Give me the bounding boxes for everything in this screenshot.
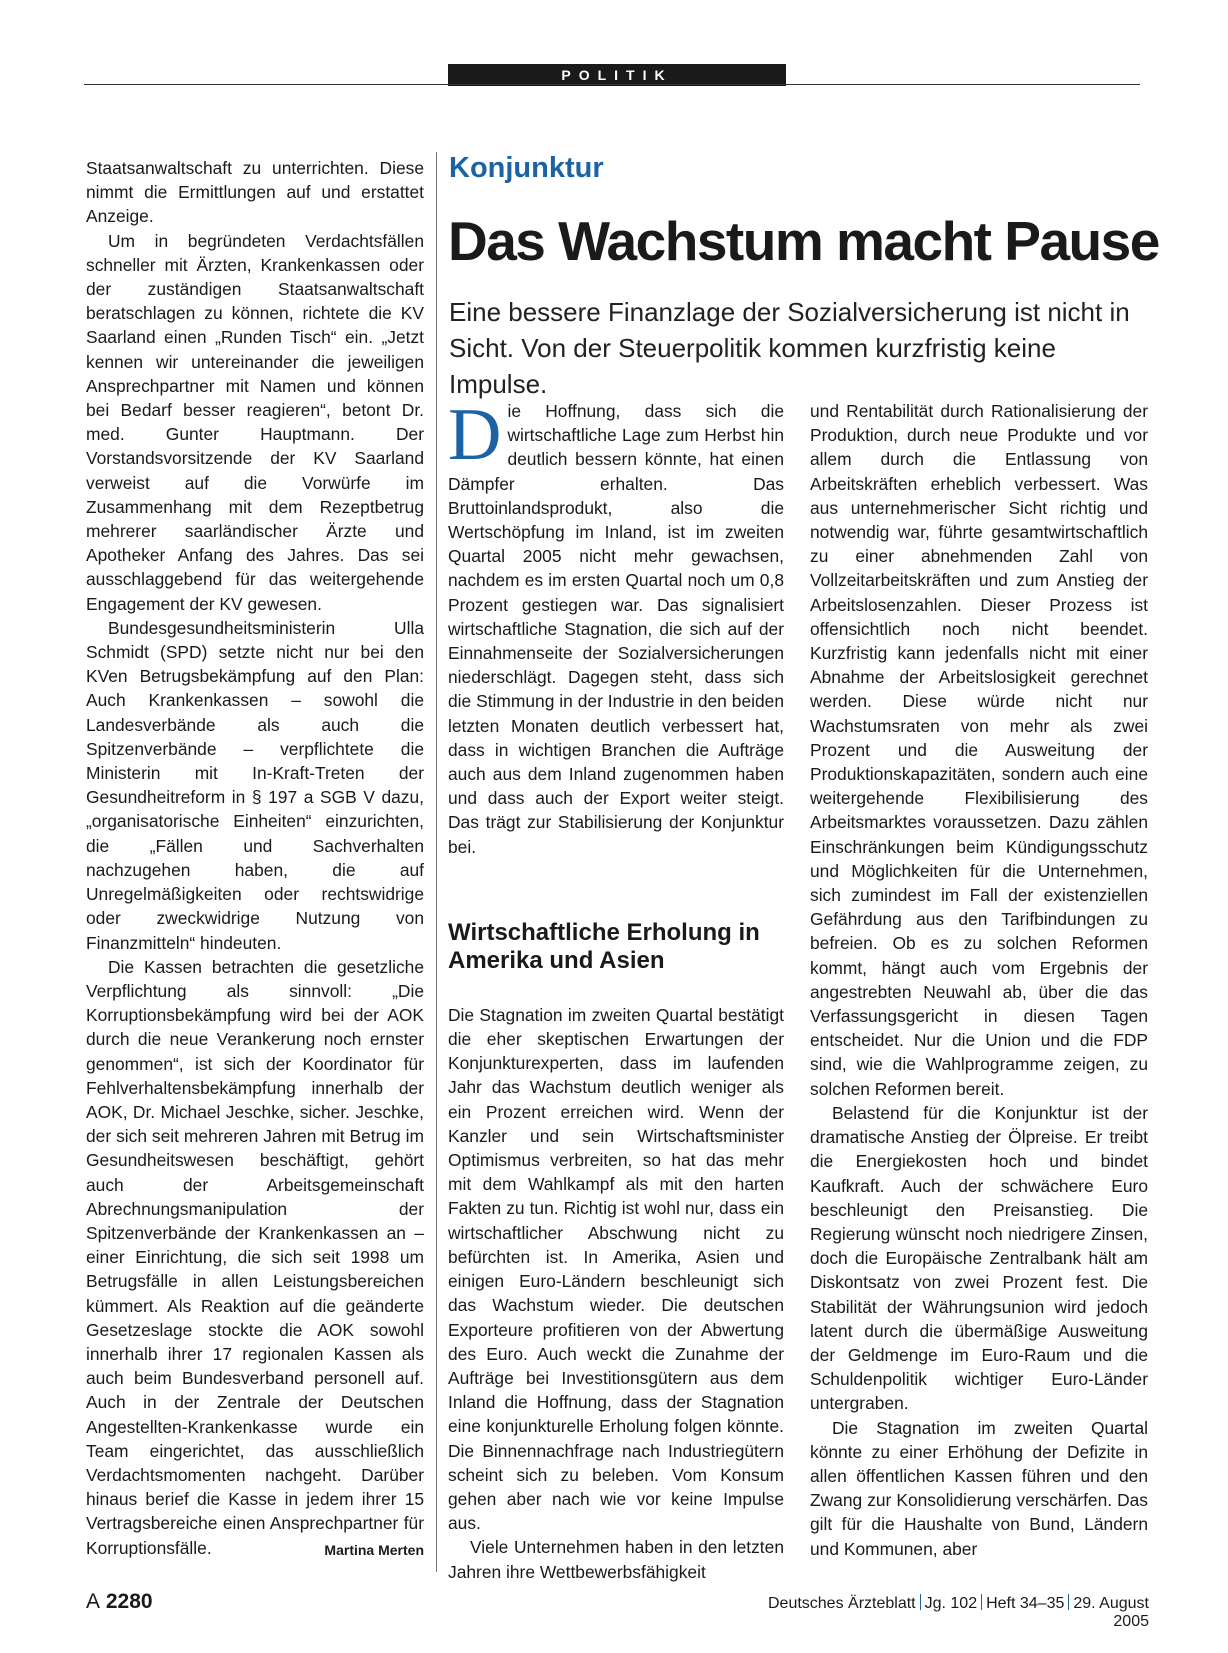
article-kicker: Konjunktur <box>449 152 604 184</box>
footer-separator <box>1068 1594 1069 1610</box>
journal-name: Deutsches Ärzteblatt <box>767 1595 916 1612</box>
journal-date: 29. August 2005 <box>1073 1595 1149 1630</box>
journal-footer <box>735 1594 1149 1631</box>
journal-volume: Jg. 102 <box>924 1595 978 1612</box>
article-subhead: Wirtschaftliche Erholung in Amerika und Asien <box>448 918 760 974</box>
page-number <box>86 1590 153 1614</box>
article-deck: Eine bessere Finanzlage der Sozialversicherung ist nicht in Sicht. Von der Steuerpolitik kommen kurzfristig keine Impulse. <box>449 297 1130 399</box>
left-paragraph: Bundesgesundheitsministerin Ulla Schmidt (SPD) setzte nicht nur bei den KVen Betrugsbekämpfung auf den Plan: Auch Krankenkassen – sowohl die Landesverbände als auch die Spitzenverbände – verpflichtete die Ministerin mit In-Kraft-Treten der Gesundheitreform in § 197 a SGB V dazu, „organisatorische Einheiten“ einzurichten, die „Fällen und Sachverhalten nachzugehen haben, die auf Unregelmäßigkeiten oder rechtswidrige oder zweckwidrige Nutzung von Finanzmitteln“ hindeuten. <box>86 617 424 953</box>
article-headline: Das Wachstum macht Pause <box>448 210 1159 272</box>
left-paragraph: Die Kassen betrachten die gesetzliche Verpflichtung als sinnvoll: „Die Korruptionsbekämpfung wird bei der AOK durch die neue Verankerung noch ernster genommen“, ist sich der Koordinator für Fehlverhaltensbekämpfung innerhalb der AOK, Dr. Michael Jeschke, sicher. Jeschke, der sich seit mehreren Jahren mit Betrug im Gesundheitswesen beschäftigt, gehört auch der Arbeitsgemeinschaft Abrechnungsmanipulation der Spitzenverbände der Krankenkassen an – einer Einrichtung, die sich seit 1998 um Betrugsfälle in allen Leistungsbereichen kümmert. Als Reaktion auf die geänderte Gesetzeslage stockte die AOK sowohl innerhalb ihrer 17 regionalen Kassen als auch beim Bundesverband personell auf. Auch in der Zentrale der Deutschen Angestellten-Krankenkasse wurde ein Team eingerichtet, das ausschließlich Verdachtsmomenten nachgeht. Darüber hinaus berief die Kasse in jedem ihrer 15 Vertragsbereiche einen Ansprechpartner für Korruptionsfälle. <box>86 956 424 1558</box>
body-paragraph: und Rentabilität durch Rationalisierung der Produktion, durch neue Produkte und vor allem durch die Entlassung von Arbeitskräften erheblich verbessert. Was aus unternehmerischer Sicht richtig und notwendig war, führte gesamtwirtschaftlich zu einer abnehmenden Zahl von Vollzeitarbeitskräften und zum Anstieg der Arbeitslosenzahlen. Dieser Prozess ist offensichtlich noch nicht beendet. Kurzfristig kann jedenfalls nicht mit einer Abnahme der Arbeitslosigkeit gerechnet werden. Diese würde nicht nur Wachstumsraten von mehr als zwei Prozent und die Ausweitung der Produktionskapazitäten, sondern auch eine weitergehende Flexibilisierung des Arbeitsmarktes voraussetzen. Dazu zählen Einschränkungen beim Kündigungsschutz und Möglichkeiten für die Unternehmen, sich zumindest im Fall der existenziellen Gefährdung aus den Tarifbindungen zu befreien. Ob es zu solchen Reformen kommt, hängt auch vom Ergebnis der angestrebten Neuwahl ab, über die das Verfassungsgericht in diesen Tagen entscheidet. Nur die Union und die FDP sind, wie die Wahlprogramme zeigen, zu solchen Reformen bereit. <box>810 401 1148 1099</box>
lead-text: ie Hoffnung, dass sich die wirtschaftliche Lage zum Herbst hin deutlich bessern könnte, hat einen Dämpfer erhalten. Das Bruttoinlandsprodukt, also die Wertschöpfung im Inland, ist im zweiten Quartal 2005 nicht mehr gewachsen, nachdem es im ersten Quartal noch um 0,8 Prozent gestiegen war. Das signalisiert wirtschaftliche Stagnation, die sich auf der Einnahmenseite der Sozialversicherungen niederschlägt. Dagegen steht, dass sich die Stimmung in der Industrie in den beiden letzten Monaten deutlich verbessert hat, dass in wichtigen Branchen die Aufträge auch aus dem Inland zugenommen haben und dass auch der Export weiter steigt. Das trägt zur Stabilisierung der Konjunktur bei. <box>448 401 784 857</box>
journal-issue: Heft 34–35 <box>986 1595 1065 1612</box>
column-divider <box>436 152 437 1572</box>
body-paragraph: Die Stagnation im zweiten Quartal könnte zu einer Erhöhung der Defizite in allen öffentlichen Kassen führen und den Zwang zur Konsolidierung verschärfen. Das gilt für die Haushalte von Bund, Ländern und Kommunen, aber <box>810 1417 1148 1559</box>
page-prefix: A <box>86 1590 101 1613</box>
footer-separator <box>981 1594 982 1610</box>
page-number-value: 2280 <box>105 1590 153 1613</box>
drop-cap: D <box>448 394 502 476</box>
body-paragraph: Belastend für die Konjunktur ist der dramatische Anstieg der Ölpreise. Er treibt die Energiekosten hoch und bindet Kaufkraft. Auch der schwächere Euro beschleunigt den Preisanstieg. Die Regierung wünscht noch niedrigere Zinsen, doch die Europäische Zentralbank hält am Diskontsatz von zwei Prozent fest. Die Stabilität der Währungsunion wird jedoch latent durch die übermäßige Ausweitung der Geldmenge im Euro-Raum und die Schuldenpolitik wichtiger Euro-Länder untergraben. <box>810 1102 1148 1414</box>
header-rule <box>84 84 1140 85</box>
body-paragraph: Die Stagnation im zweiten Quartal bestätigt die eher skeptischen Erwartungen der Konjunkturexperten, dass im laufenden Jahr das Wachstum deutlich weniger als ein Prozent erreichen wird. Wenn der Kanzler und sein Wirtschaftsminister Optimismus verbreiten, so hat das mehr mit dem Wahlkampf als mit den harten Fakten zu tun. Richtig ist wohl nur, dass ein wirtschaftlicher Abschwung nicht zu befürchten ist. In Amerika, Asien und einigen Euro-Ländern beschleunigt sich das Wachstum wieder. Die deutschen Exporteure profitieren von der Abwertung des Euro. Auch weckt die Zunahme der Aufträge bei Investitionsgütern aus dem Inland die Hoffnung, dass der Stagnation eine konjunkturelle Erholung folgen könnte. Die Binnennachfrage nach Industriegütern scheint sich zu beleben. Vom Konsum gehen aber nach wie vor keine Impulse aus. <box>448 1004 784 1534</box>
section-label: POLITIK <box>448 64 786 86</box>
author-byline: Martina Merten <box>324 1541 424 1558</box>
footer-separator <box>920 1594 921 1610</box>
left-column <box>86 156 424 1562</box>
middle-column <box>448 394 784 1584</box>
right-column <box>810 399 1148 1561</box>
lead-paragraph <box>448 394 784 859</box>
left-paragraph: Staatsanwaltschaft zu unterrichten. Diese nimmt die Ermittlungen auf und erstattet Anzeige. <box>86 158 424 227</box>
left-paragraph: Um in begründeten Verdachtsfällen schneller mit Ärzten, Krankenkassen oder der zuständigen Staatsanwaltschaft beratschlagen zu können, richtete die KV Saarland einen „Runden Tisch“ ein. „Jetzt kennen wir untereinander die jeweiligen Ansprechpartner mit Namen und können bei Bedarf besser reagieren“, betont Dr. med. Gunter Hauptmann. Der Vorstandsvorsitzende der KV Saarland verweist auf die Vorwürfe im Zusammenhang mit dem Rezeptbetrug mehrerer saarländischer Ärzte und Apotheker Anfang des Jahres. Das sei ausschlaggebend für das weitergehende Engagement der KV gewesen. <box>86 230 424 614</box>
body-paragraph: Viele Unternehmen haben in den letzten Jahren ihre Wettbewerbsfähigkeit <box>448 1537 784 1582</box>
